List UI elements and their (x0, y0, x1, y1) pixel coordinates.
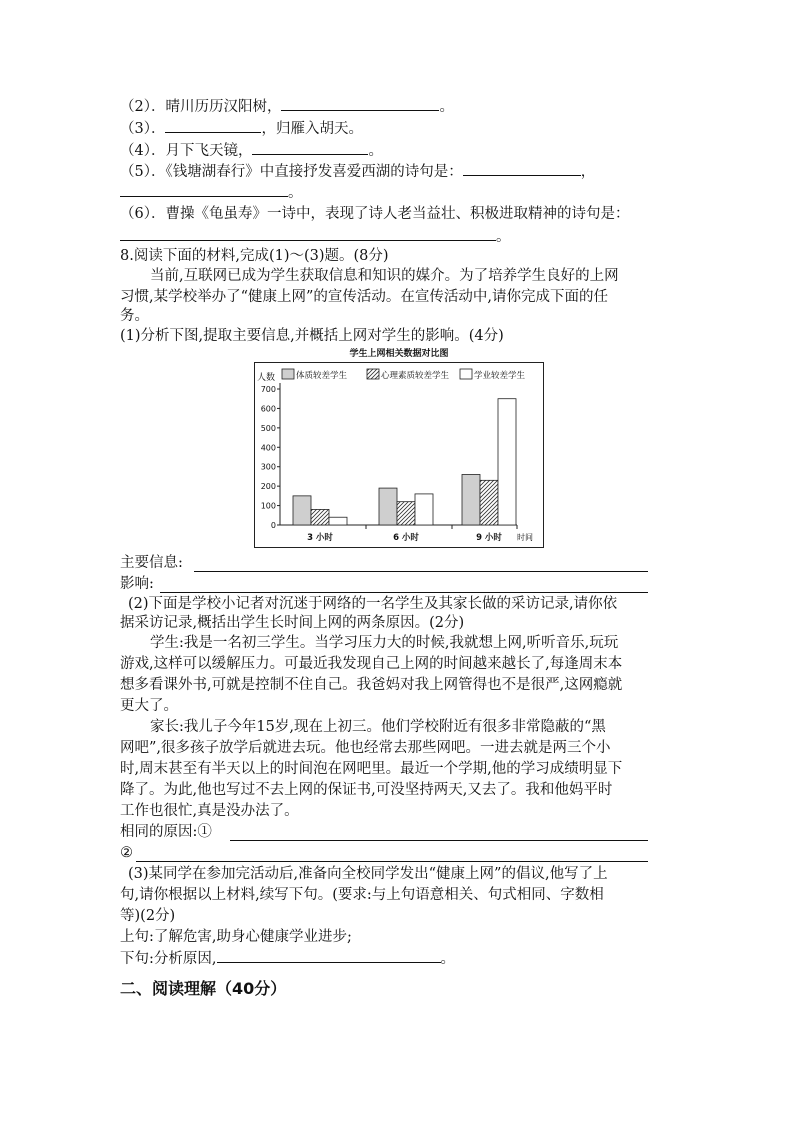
reason-2-label: ② (120, 845, 133, 861)
upper-sentence: 上句:了解危害,助身心健康学业进步; (120, 929, 352, 945)
answer-blank[interactable] (120, 182, 288, 197)
chart-title: 学生上网相关数据对比图 (349, 349, 449, 359)
intro-line-1: 当前,互联网已成为学生获取信息和知识的媒介。为了培养学生良好的上网 (150, 268, 619, 284)
sub-question-2-line-2: 据采访记录,概括出学生长时间上网的两条原因。(2分) (120, 615, 465, 631)
main-info-label: 主要信息: (120, 555, 183, 571)
reason-2-blank[interactable] (136, 861, 648, 862)
item-5: （5）．《钱塘湖春行》中直接抒发喜爱西湖的诗句是： ， (120, 161, 595, 182)
lower-sentence-blank[interactable] (217, 948, 441, 963)
parent-line-1: 家长:我儿子今年15岁,现在上初三。他们学校附近有很多非常隐蔽的“黑 (150, 719, 606, 735)
item-6: （6）．曹操《龟虽寿》一诗中，表现了诗人老当益壮、积极进取精神的诗句是： (120, 206, 630, 222)
chart-frame (254, 362, 544, 548)
sub-question-3-line-2: 句,请你根据以上材料,续写下句。(要求:与上句语意相关、句式相同、字数相 (120, 887, 604, 903)
legend-label: 心理素质较差学生 (381, 371, 450, 381)
y-tick-label: 300 (260, 462, 276, 472)
item-2: （2）．晴川历历汉阳树， 。 (120, 96, 454, 117)
y-axis-label: 人数 (257, 373, 276, 383)
influence-blank[interactable] (160, 592, 648, 593)
sub-question-3-line-1: (3)某同学在参加完活动后,准备向全校同学发出“健康上网”的倡议,他写了上 (128, 866, 608, 882)
legend-label: 学业较差学生 (474, 371, 526, 381)
parent-line-5: 工作也很忙,真是没办法了。 (120, 803, 299, 819)
bar (379, 488, 397, 525)
reason-label: 相同的原因:① (120, 824, 212, 840)
intro-line-2: 习惯,某学校举办了“健康上网”的宣传活动。在宣传活动中,请你完成下面的任 (120, 289, 609, 305)
category-label: 3 小时 (307, 533, 333, 543)
legend-swatch (282, 369, 294, 379)
answer-blank[interactable] (165, 118, 261, 133)
legend-swatch (460, 369, 472, 379)
sub-question-2-line-1: (2)下面是学校小记者对沉迷于网络的一名学生及其家长做的采访记录,请你依 (128, 596, 618, 612)
answer-blank[interactable] (463, 161, 581, 176)
y-tick-label: 600 (260, 404, 276, 414)
y-tick-label: 500 (260, 423, 276, 433)
bar (311, 509, 329, 525)
bar (498, 399, 516, 525)
item-6-cont: 。 (120, 226, 511, 247)
bar (415, 494, 433, 525)
q8-title: 8.阅读下面的材料,完成(1)～(3)题。(8分) (120, 248, 389, 264)
student-line-3: 想多看课外书,可就是控制不住自己。我爸妈对我上网管得也不是很严,这网瘾就 (120, 677, 623, 693)
item-5-cont: 。 (120, 182, 303, 203)
answer-blank[interactable] (120, 226, 496, 241)
legend-label: 体质较差学生 (296, 371, 348, 381)
student-line-1: 学生:我是一名初三学生。当学习压力大的时候,我就想上网,听听音乐,玩玩 (150, 635, 619, 651)
y-tick-label: 400 (260, 443, 276, 453)
y-tick-label: 0 (270, 521, 276, 530)
lower-sentence: 下句:分析原因, 。 (120, 948, 455, 969)
bar (480, 480, 498, 525)
main-info-blank[interactable] (194, 571, 648, 572)
bar-chart (255, 363, 543, 547)
student-line-2: 游戏,这样可以缓解压力。可最近我发现自己上网的时间越来越长了,每逢周末本 (120, 656, 623, 672)
parent-line-3: 时,周末甚至有半天以上的时间泡在网吧里。最近一个学期,他的学习成绩明显下 (120, 761, 623, 777)
bar (293, 496, 311, 525)
sub-question-1: (1)分析下图,提取主要信息,并概括上网对学生的影响。(4分) (120, 328, 504, 344)
parent-line-4: 降了。为此,他也写过不去上网的保证书,可没坚持两天,又去了。我和他妈平时 (120, 782, 613, 798)
category-label: 6 小时 (393, 533, 419, 543)
sub-question-3-line-3: 等)(2分) (120, 908, 176, 924)
section-2-heading: 二、阅读理解（40分） (120, 979, 287, 998)
bar (397, 502, 415, 525)
item-4: （4）．月下飞天镜， 。 (120, 140, 383, 161)
influence-label: 影响: (120, 576, 154, 592)
bar (462, 474, 480, 525)
y-tick-label: 700 (260, 385, 276, 394)
category-label: 9 小时 (476, 533, 502, 543)
bar (329, 517, 347, 525)
parent-line-2: 网吧”,很多孩子放学后就进去玩。他也经常去那些网吧。一进去就是两三个小 (120, 740, 611, 756)
student-line-4: 更大了。 (120, 698, 178, 714)
intro-line-3: 务。 (120, 308, 149, 324)
reason-1-blank[interactable] (230, 840, 648, 841)
answer-blank[interactable] (252, 140, 368, 155)
item-3: （3）． ，归雁入胡天。 (120, 118, 363, 139)
answer-blank[interactable] (281, 96, 439, 111)
legend-swatch (367, 369, 379, 379)
y-tick-label: 200 (260, 482, 276, 492)
y-tick-label: 100 (260, 501, 276, 511)
x-axis-label: 时间 (517, 533, 533, 542)
